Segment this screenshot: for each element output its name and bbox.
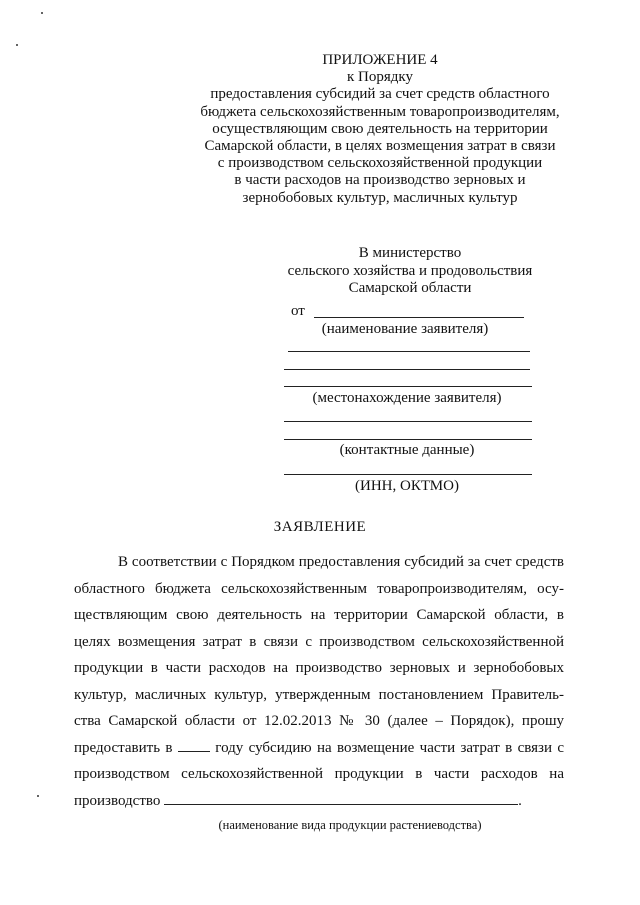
applicant-name-field[interactable] bbox=[314, 317, 524, 318]
body-line: продукции в части расходов на производство зерновых и зернобобовых bbox=[74, 660, 564, 676]
applicant-name-field-line[interactable] bbox=[288, 351, 530, 352]
applicant-name-caption: (наименование заявителя) bbox=[321, 321, 489, 337]
scan-speck bbox=[37, 795, 39, 797]
appendix-line: Самарской области, в целях возмещения затрат в связи bbox=[204, 138, 556, 155]
body-line: ства Самарской области от 12.02.2013 № 30 (далее – Порядок), прошу bbox=[74, 713, 564, 729]
inn-caption: (ИНН, ОКТМО) bbox=[355, 478, 459, 494]
addressee-line: сельского хозяйства и продовольствия bbox=[287, 262, 533, 279]
year-blank-field[interactable] bbox=[178, 751, 210, 752]
body-text-fragment: . bbox=[518, 792, 522, 809]
appendix-line: осуществляющим свою деятельность на территории bbox=[212, 120, 548, 137]
application-body bbox=[74, 552, 564, 817]
body-text-fragment: предоставить в bbox=[74, 739, 173, 756]
location-caption: (местонахождение заявителя) bbox=[312, 390, 502, 406]
contacts-field-line[interactable] bbox=[284, 421, 532, 422]
location-field-line[interactable] bbox=[284, 369, 530, 370]
product-type-blank-field[interactable] bbox=[164, 804, 518, 805]
addressee-line: Самарской области bbox=[348, 280, 472, 296]
appendix-line: в части расходов на производство зерновых и bbox=[234, 172, 526, 189]
contacts-field-line[interactable] bbox=[284, 439, 532, 440]
body-line: производством сельскохозяйственной продукции в части расходов на bbox=[74, 766, 564, 782]
scan-speck bbox=[16, 44, 18, 46]
location-field-line[interactable] bbox=[284, 386, 532, 387]
body-line: В соответствии с Порядком предоставления субсидий за счет средств bbox=[118, 554, 564, 570]
scan-speck bbox=[41, 12, 43, 14]
appendix-line: к Порядку bbox=[347, 69, 413, 86]
body-line-product bbox=[74, 791, 564, 818]
addressee-line: В министерство bbox=[358, 245, 462, 261]
appendix-line: бюджета сельскохозяйственным товаропроизводителям, bbox=[200, 103, 560, 120]
addressee-block bbox=[270, 245, 550, 298]
appendix-line: зернобобовых культур, масличных культур bbox=[242, 189, 518, 206]
product-type-caption: (наименование вида продукции растениеводства) bbox=[218, 818, 482, 832]
from-label: от bbox=[291, 303, 305, 319]
body-line: целях возмещения затрат в связи с производством сельскохозяйственной bbox=[74, 633, 564, 650]
body-line-year bbox=[74, 738, 564, 765]
contacts-caption: (контактные данные) bbox=[339, 442, 475, 458]
inn-field-line[interactable] bbox=[284, 474, 532, 475]
document-title: ЗАЯВЛЕНИЕ bbox=[273, 519, 367, 535]
appendix-line: с производством сельскохозяйственной продукции bbox=[217, 155, 543, 172]
appendix-line: предоставления субсидий за счет средств областного bbox=[210, 86, 550, 103]
appendix-header bbox=[160, 52, 600, 207]
body-line: областного бюджета сельскохозяйственным товаропроизводителям, осу- bbox=[74, 580, 564, 597]
body-line: культур, масличных культур, утвержденным постановлением Правитель- bbox=[74, 686, 564, 703]
body-text-fragment: производство bbox=[74, 792, 161, 809]
body-line: ществляющим свою деятельность на территории Самарской области, в bbox=[74, 607, 564, 623]
appendix-line: ПРИЛОЖЕНИЕ 4 bbox=[322, 52, 438, 68]
body-text-fragment: году субсидию на возмещение части затрат в связи с bbox=[215, 739, 565, 756]
